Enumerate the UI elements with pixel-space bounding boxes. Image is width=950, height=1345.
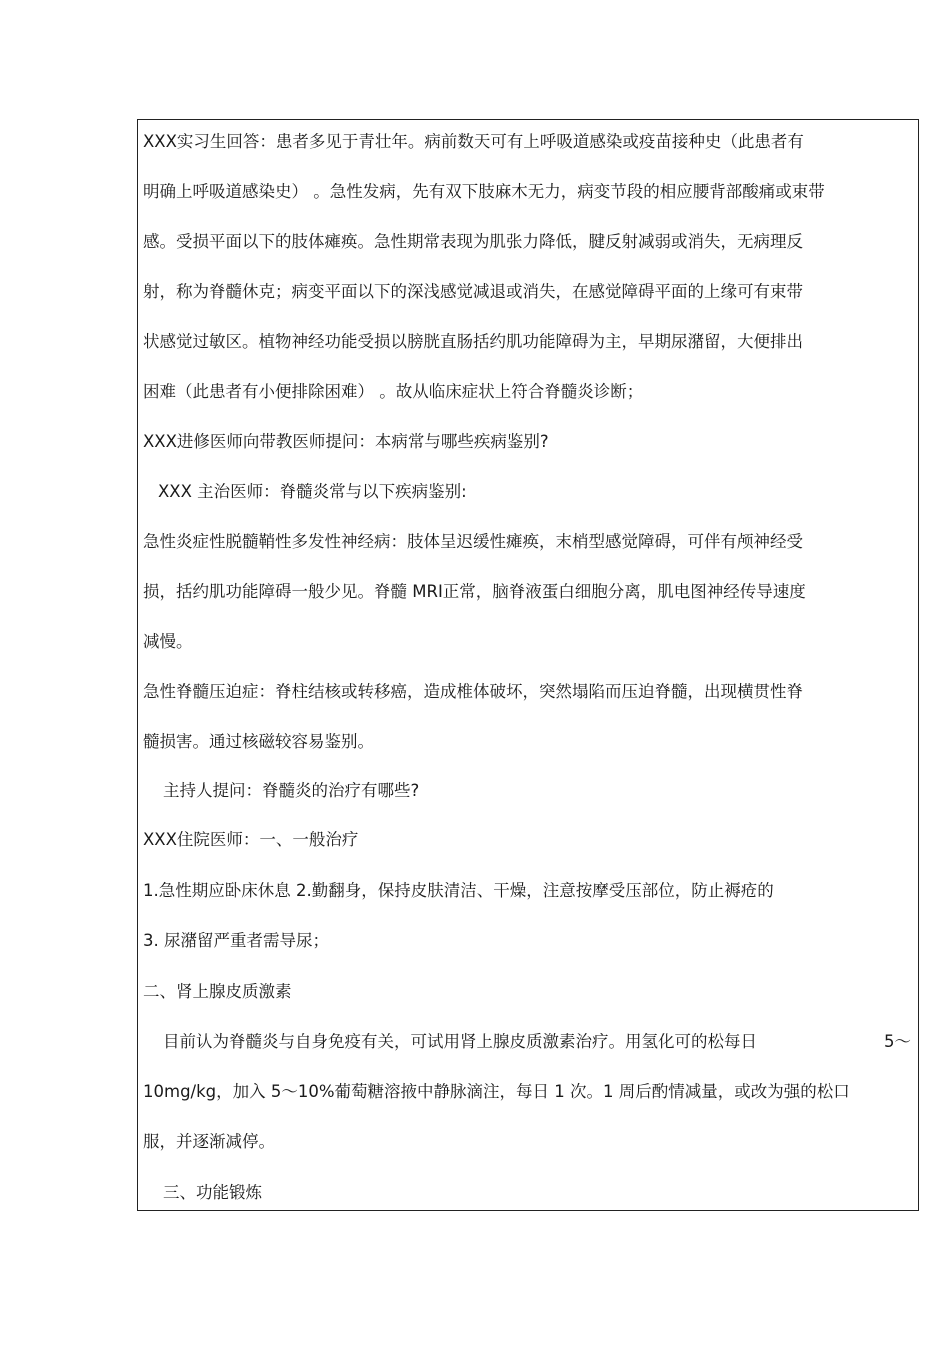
text-line: XXX 主治医师：脊髓炎常与以下疾病鉴别: <box>158 482 467 501</box>
text-fragment: 5～ <box>884 1032 911 1051</box>
text-line: 困难（此患者有小便排除困难） 。故从临床症状上符合脊髓炎诊断； <box>143 382 644 401</box>
text-line: 髓损害。通过核磁较容易鉴别。 <box>143 732 374 751</box>
text-line: 急性炎症性脱髓鞘性多发性神经病：肢体呈迟缓性瘫痪，末梢型感觉障碍，可伴有颅神经受 <box>143 532 803 551</box>
text-line: XXX进修医师向带教医师提问：本病常与哪些疾病鉴别? <box>143 432 549 451</box>
text-line: 感。受损平面以下的肢体瘫痪。急性期常表现为肌张力降低，腱反射减弱或消失，无病理反 <box>143 232 803 251</box>
text-line: 明确上呼吸道感染史） 。急性发病，先有双下肢麻木无力，病变节段的相应腰背部酸痛或束带 <box>143 182 825 201</box>
text-line: 二、肾上腺皮质激素 <box>143 982 292 1001</box>
text-line: 三、功能锻炼 <box>163 1183 262 1202</box>
text-line: 损，括约肌功能障碍一般少见。脊髓 MRI正常，脑脊液蛋白细胞分离，肌电图神经传导速度 <box>143 582 806 601</box>
text-line: 射，称为脊髓休克；病变平面以下的深浅感觉减退或消失，在感觉障碍平面的上缘可有束带 <box>143 282 803 301</box>
text-line: 10mg/kg，加入 5～10%葡萄糖溶掖中静脉滴注，每日 1 次。1 周后酌情减量，或改为强的松口 <box>143 1082 850 1101</box>
text-line: 减慢。 <box>143 632 193 651</box>
text-line: XXX住院医师：一、一般治疗 <box>143 830 359 849</box>
text-line: 状感觉过敏区。植物神经功能受损以膀胱直肠括约肌功能障碍为主，早期尿潴留，大便排出 <box>143 332 803 351</box>
text-line: XXX实习生回答：患者多见于青壮年。病前数天可有上呼吸道感染或疫苗接种史（此患者有 <box>143 132 804 151</box>
text-line: 服，并逐渐减停。 <box>143 1132 275 1151</box>
text-line: 3. 尿潴留严重者需导尿； <box>143 931 329 950</box>
text-line: 1.急性期应卧床休息 2.勤翻身，保持皮肤清洁、干燥，注意按摩受压部位，防止褥疮的 <box>143 881 774 900</box>
text-line: 急性脊髓压迫症：脊柱结核或转移癌，造成椎体破坏，突然塌陷而压迫脊髓，出现横贯性脊 <box>143 682 803 701</box>
text-line: 主持人提问：脊髓炎的治疗有哪些? <box>163 781 420 800</box>
text-line: 目前认为脊髓炎与自身免疫有关，可试用肾上腺皮质激素治疗。用氢化可的松每日 <box>163 1032 757 1051</box>
